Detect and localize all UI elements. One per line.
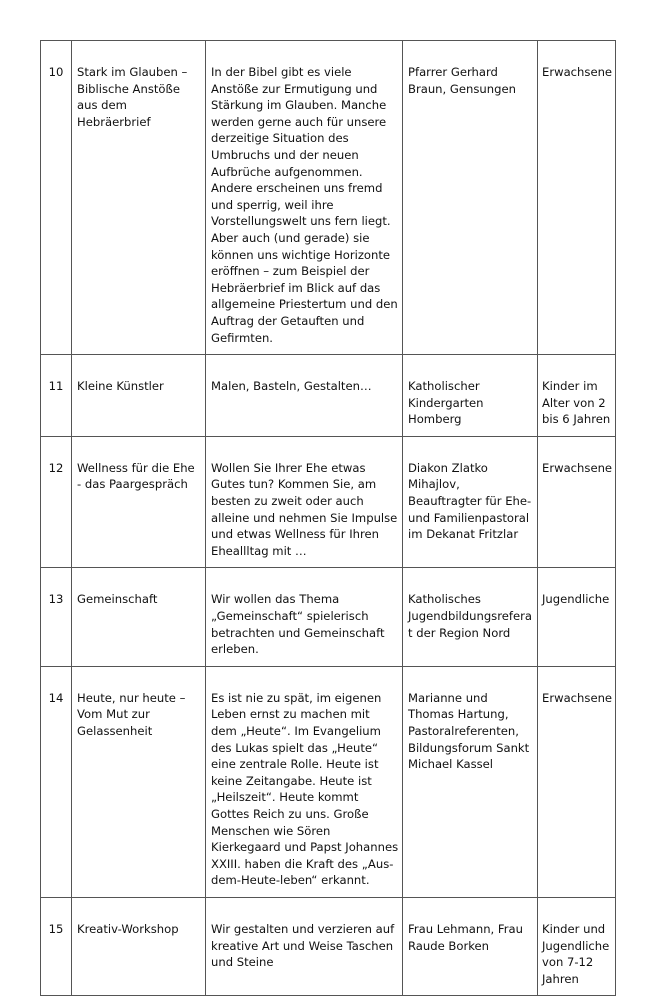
row-number-cell: 15 [41, 897, 72, 995]
table-row [41, 568, 616, 666]
workshop-table [40, 40, 616, 996]
speaker-cell: Pfarrer Gerhard Braun, Gensungen [403, 41, 538, 355]
workshop-title-cell: Kleine Künstler [72, 355, 206, 437]
audience-cell: Kinder und Jugendliche von 7-12 Jahren [538, 897, 616, 995]
audience-cell: Erwachsene [538, 436, 616, 568]
speaker-cell: Diakon Zlatko Mihajlov, Beauftragter für Ehe- und Familienpastoral im Dekanat Fritzlar [403, 436, 538, 568]
speaker-cell: Marianne und Thomas Hartung, Pastoralreferenten, Bildungsforum Sankt Michael Kassel [403, 666, 538, 897]
workshop-title-cell: Heute, nur heute – Vom Mut zur Gelassenheit [72, 666, 206, 897]
audience-cell: Jugendliche [538, 568, 616, 666]
workshop-description-cell: Wir wollen das Thema „Gemeinschaft“ spielerisch betrachten und Gemeinschaft erleben. [206, 568, 403, 666]
workshop-title-cell: Kreativ-Workshop [72, 897, 206, 995]
workshop-description-cell: In der Bibel gibt es viele Anstöße zur Ermutigung und Stärkung im Glauben. Manche werden gerne auch für unsere derzeitige Situation des Umbruchs und der neuen Aufbrüche aufgenommen. Andere erscheinen uns fremd und sperrig, weil ihre Vorstellungswelt uns fern liegt. Aber auch (und gerade) sie können uns wichtige Horizonte eröffnen – zum Beispiel der Hebräerbrief im Blick auf das allgemeine Priestertum und den Auftrag der Getauften und Gefirmten. [206, 41, 403, 355]
audience-cell: Erwachsene [538, 41, 616, 355]
row-number-cell: 10 [41, 41, 72, 355]
speaker-cell: Katholisches Jugendbildungsreferat der Region Nord [403, 568, 538, 666]
workshop-description-cell: Wir gestalten und verzieren auf kreative Art und Weise Taschen und Steine [206, 897, 403, 995]
table-row [41, 436, 616, 568]
table-row [41, 41, 616, 355]
workshop-title-cell: Stark im Glauben – Biblische Anstöße aus dem Hebräerbrief [72, 41, 206, 355]
row-number-cell: 13 [41, 568, 72, 666]
workshop-description-cell: Es ist nie zu spät, im eigenen Leben ernst zu machen mit dem „Heute“. Im Evangelium des Lukas spielt das „Heute“ eine zentrale Rolle. Heute ist keine Zeitangabe. Heute ist „Heilszeit“. Heute kommt Gottes Reich zu uns. Große Menschen wie Sören Kierkegaard und Papst Johannes XXIII. haben die Kraft des „Aus-dem-Heute-leben“ erkannt. [206, 666, 403, 897]
table-row [41, 897, 616, 995]
speaker-cell: Katholischer Kindergarten Homberg [403, 355, 538, 437]
workshop-description-cell: Malen, Basteln, Gestalten… [206, 355, 403, 437]
table-row [41, 355, 616, 437]
workshop-description-cell: Wollen Sie Ihrer Ehe etwas Gutes tun? Kommen Sie, am besten zu zweit oder auch alleine und nehmen Sie Impulse und etwas Wellness für Ihren Eheallltag mit … [206, 436, 403, 568]
audience-cell: Kinder im Alter von 2 bis 6 Jahren [538, 355, 616, 437]
audience-cell: Erwachsene [538, 666, 616, 897]
row-number-cell: 12 [41, 436, 72, 568]
row-number-cell: 11 [41, 355, 72, 437]
workshop-title-cell: Wellness für die Ehe - das Paargespräch [72, 436, 206, 568]
workshop-title-cell: Gemeinschaft [72, 568, 206, 666]
row-number-cell: 14 [41, 666, 72, 897]
speaker-cell: Frau Lehmann, Frau Raude Borken [403, 897, 538, 995]
table-row [41, 666, 616, 897]
